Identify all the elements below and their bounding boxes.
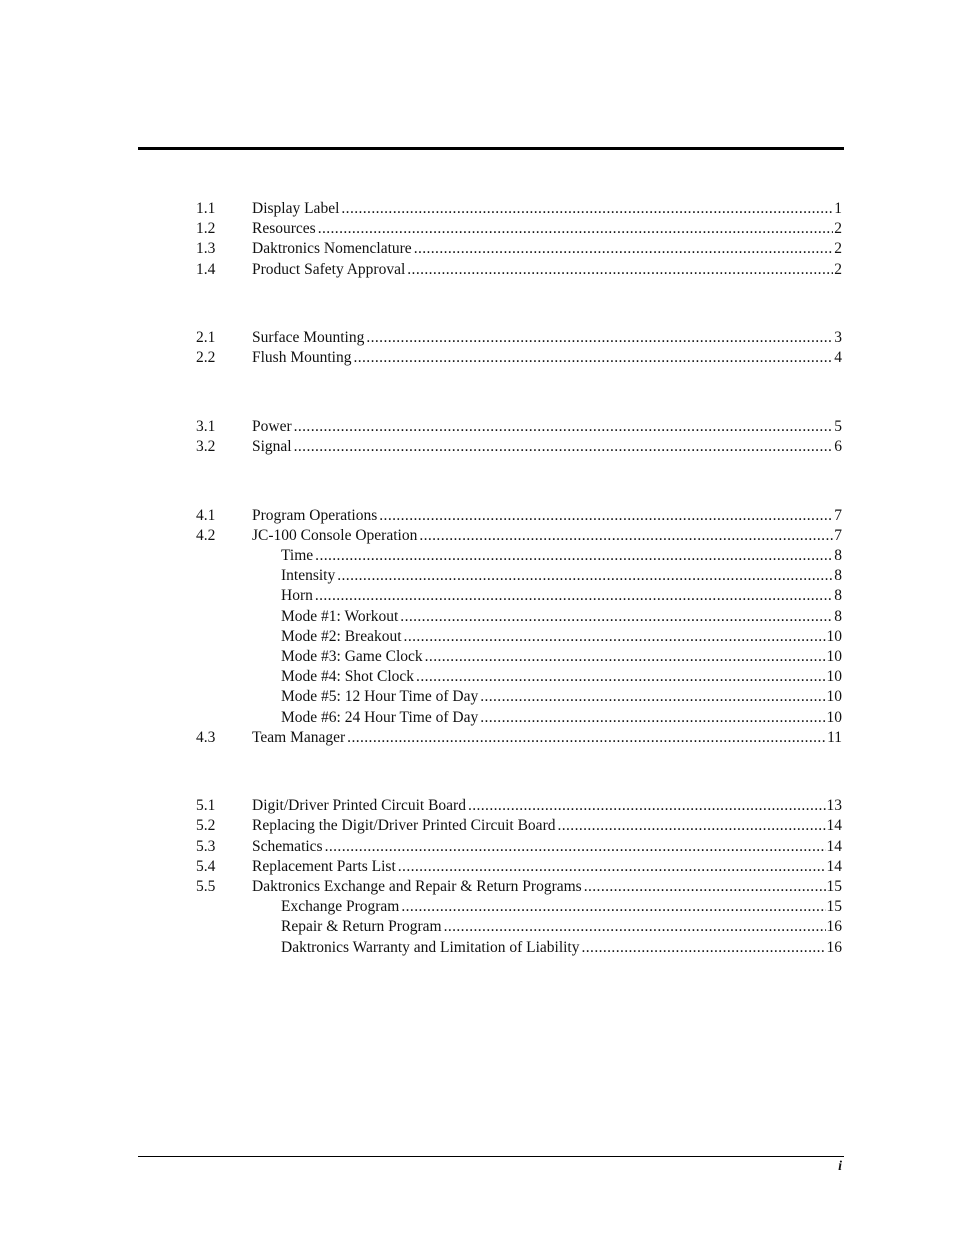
toc-entry-page: 8 xyxy=(834,547,842,564)
toc-entry-title: Daktronics Exchange and Repair & Return Programs xyxy=(252,878,582,895)
toc-entry-page: 13 xyxy=(826,797,842,814)
toc-entry-line xyxy=(281,667,842,687)
toc-entry[interactable] xyxy=(0,938,954,958)
toc-entry[interactable] xyxy=(0,877,954,897)
toc-entry-title: Exchange Program xyxy=(281,898,400,915)
toc-entry-line xyxy=(281,708,842,728)
toc-entry-number: 5.2 xyxy=(196,817,216,834)
toc-entry-line xyxy=(252,348,842,368)
toc-entry-page: 15 xyxy=(826,878,842,895)
toc-entry-title: Daktronics Nomenclature xyxy=(252,240,412,257)
toc-entry[interactable] xyxy=(0,897,954,917)
toc-entry-number: 5.3 xyxy=(196,838,216,855)
dot-leader xyxy=(401,897,825,917)
toc-entry-line xyxy=(252,816,842,836)
dot-leader xyxy=(353,348,833,368)
toc-entry-title: Program Operations xyxy=(252,507,378,524)
dot-leader xyxy=(468,796,826,816)
footer-rule xyxy=(138,1156,844,1157)
dot-leader xyxy=(416,667,825,687)
dot-leader xyxy=(294,417,834,437)
toc-entry[interactable] xyxy=(0,837,954,857)
toc-entry[interactable] xyxy=(0,348,954,368)
toc-entry-page: 7 xyxy=(834,507,842,524)
toc-entry[interactable] xyxy=(0,526,954,546)
toc-entry-title: Replacing the Digit/Driver Printed Circuit Board xyxy=(252,817,556,834)
toc-entry-title: Replacement Parts List xyxy=(252,858,396,875)
dot-leader xyxy=(557,816,825,836)
dot-leader xyxy=(315,546,833,566)
toc-entry-line xyxy=(252,728,842,748)
dot-leader xyxy=(444,917,826,937)
toc-entry-title: Signal xyxy=(252,438,292,455)
toc-entry-title: Schematics xyxy=(252,838,323,855)
toc-entry-title: Flush Mounting xyxy=(252,349,352,366)
toc-entry-number: 5.5 xyxy=(196,878,216,895)
toc-entry-page: 16 xyxy=(826,918,842,935)
toc-entry-page: 10 xyxy=(826,709,842,726)
toc-entry-title: Product Safety Approval xyxy=(252,261,406,278)
dot-leader xyxy=(366,328,833,348)
toc-entry-title: Digit/Driver Printed Circuit Board xyxy=(252,797,466,814)
toc-entry-number: 5.4 xyxy=(196,858,216,875)
toc-entry-title: Horn xyxy=(281,587,313,604)
toc-entry-line xyxy=(252,837,842,857)
toc-entry[interactable] xyxy=(0,857,954,877)
toc-entry[interactable] xyxy=(0,199,954,219)
toc-entry[interactable] xyxy=(0,667,954,687)
toc-entry-line xyxy=(281,566,842,586)
toc-entry-number: 4.2 xyxy=(196,527,216,544)
toc-entry[interactable] xyxy=(0,728,954,748)
toc-entry-title: Mode #2: Breakout xyxy=(281,628,402,645)
toc-entry-title: Intensity xyxy=(281,567,336,584)
toc-entry[interactable] xyxy=(0,437,954,457)
toc-entry[interactable] xyxy=(0,917,954,937)
toc-entry-title: Resources xyxy=(252,220,316,237)
toc-entry[interactable] xyxy=(0,506,954,526)
toc-entry-page: 10 xyxy=(826,628,842,645)
dot-leader xyxy=(425,647,826,667)
dot-leader xyxy=(341,199,833,219)
toc-entry[interactable] xyxy=(0,417,954,437)
dot-leader xyxy=(584,877,826,897)
toc-entry-number: 3.1 xyxy=(196,418,216,435)
toc-entry-title: Daktronics Warranty and Limitation of Liability xyxy=(281,939,580,956)
dot-leader xyxy=(404,627,826,647)
toc-entry-line xyxy=(252,506,842,526)
toc-entry-number: 4.1 xyxy=(196,507,216,524)
dot-leader xyxy=(315,586,833,606)
toc-entry-number: 5.1 xyxy=(196,797,216,814)
dot-leader xyxy=(480,687,825,707)
toc-entry-page: 16 xyxy=(826,939,842,956)
dot-leader xyxy=(407,260,833,280)
toc-entry-title: Mode #6: 24 Hour Time of Day xyxy=(281,709,479,726)
dot-leader xyxy=(347,728,826,748)
toc-entry-page: 14 xyxy=(826,817,842,834)
toc-entry-line xyxy=(281,586,842,606)
toc-entry[interactable] xyxy=(0,219,954,239)
toc-entry-title: Power xyxy=(252,418,292,435)
toc-entry-page: 15 xyxy=(826,898,842,915)
toc-entry-page: 7 xyxy=(834,527,842,544)
toc-entry-number: 1.4 xyxy=(196,261,216,278)
toc-entry-line xyxy=(281,897,842,917)
toc-entry-line xyxy=(281,627,842,647)
toc-entry-line xyxy=(252,437,842,457)
toc-entry-title: Team Manager xyxy=(252,729,346,746)
toc-entry[interactable] xyxy=(0,687,954,707)
toc-entry-page: 1 xyxy=(834,200,842,217)
toc-entry-line xyxy=(252,857,842,877)
toc-entry-line xyxy=(281,647,842,667)
toc-entry-line xyxy=(252,328,842,348)
toc-entry[interactable] xyxy=(0,816,954,836)
dot-leader xyxy=(325,837,826,857)
toc-entry[interactable] xyxy=(0,260,954,280)
toc-entry-line xyxy=(252,199,842,219)
toc-entry-number: 4.3 xyxy=(196,729,216,746)
toc-entry-page: 8 xyxy=(834,567,842,584)
page-number: i xyxy=(838,1159,842,1174)
toc-entry-number: 1.1 xyxy=(196,200,216,217)
toc-entry[interactable] xyxy=(0,546,954,566)
toc-entry-title: Display Label xyxy=(252,200,340,217)
toc-entry-page: 5 xyxy=(834,418,842,435)
toc-entry-line xyxy=(281,607,842,627)
toc-entry[interactable] xyxy=(0,708,954,728)
header-rule xyxy=(138,147,844,150)
toc-entry[interactable] xyxy=(0,328,954,348)
toc-entry[interactable] xyxy=(0,607,954,627)
toc-entry-line xyxy=(252,219,842,239)
toc-entry-page: 8 xyxy=(834,608,842,625)
toc-entry-page: 2 xyxy=(834,261,842,278)
toc-entry-page: 14 xyxy=(826,858,842,875)
toc-entry-line xyxy=(281,687,842,707)
toc-entry-line xyxy=(281,546,842,566)
toc-entry-page: 10 xyxy=(826,668,842,685)
toc-entry-title: Mode #5: 12 Hour Time of Day xyxy=(281,688,479,705)
toc-entry-title: Time xyxy=(281,547,314,564)
toc-entry-page: 2 xyxy=(834,220,842,237)
toc-entry-title: Mode #3: Game Clock xyxy=(281,648,423,665)
dot-leader xyxy=(337,566,833,586)
toc-entry-page: 10 xyxy=(826,688,842,705)
toc-entry-line xyxy=(252,260,842,280)
dot-leader xyxy=(414,239,834,259)
toc-entry[interactable] xyxy=(0,586,954,606)
dot-leader xyxy=(400,607,833,627)
dot-leader xyxy=(318,219,834,239)
toc-entry[interactable] xyxy=(0,796,954,816)
toc-entry-line xyxy=(281,917,842,937)
toc-entry-line xyxy=(252,796,842,816)
toc-entry-line xyxy=(252,877,842,897)
toc-entry-title: JC-100 Console Operation xyxy=(252,527,418,544)
toc-entry[interactable] xyxy=(0,566,954,586)
toc-entry-number: 2.1 xyxy=(196,329,216,346)
toc-entry-page: 3 xyxy=(834,329,842,346)
toc-entry-number: 1.2 xyxy=(196,220,216,237)
toc-entry-line xyxy=(281,938,842,958)
dot-leader xyxy=(379,506,833,526)
toc-entry-page: 14 xyxy=(826,838,842,855)
toc-entry-page: 4 xyxy=(834,349,842,366)
toc-entry[interactable] xyxy=(0,647,954,667)
dot-leader xyxy=(294,437,834,457)
toc-entry-title: Surface Mounting xyxy=(252,329,365,346)
toc-entry-line xyxy=(252,239,842,259)
toc-entry-number: 3.2 xyxy=(196,438,216,455)
dot-leader xyxy=(480,708,825,728)
toc-entry-title: Mode #4: Shot Clock xyxy=(281,668,415,685)
toc-entry-title: Repair & Return Program xyxy=(281,918,442,935)
toc-entry-line xyxy=(252,417,842,437)
toc-entry-title: Mode #1: Workout xyxy=(281,608,399,625)
toc-entry-page: 10 xyxy=(826,648,842,665)
toc-entry-number: 2.2 xyxy=(196,349,216,366)
toc-entry-page: 8 xyxy=(834,587,842,604)
toc-entry-page: 6 xyxy=(834,438,842,455)
toc-entry[interactable] xyxy=(0,239,954,259)
toc-entry-number: 1.3 xyxy=(196,240,216,257)
dot-leader xyxy=(419,526,833,546)
toc-entry[interactable] xyxy=(0,627,954,647)
toc-entry-line xyxy=(252,526,842,546)
dot-leader xyxy=(398,857,826,877)
toc-entry-page: 11 xyxy=(827,729,842,746)
dot-leader xyxy=(582,938,826,958)
toc-entry-page: 2 xyxy=(834,240,842,257)
